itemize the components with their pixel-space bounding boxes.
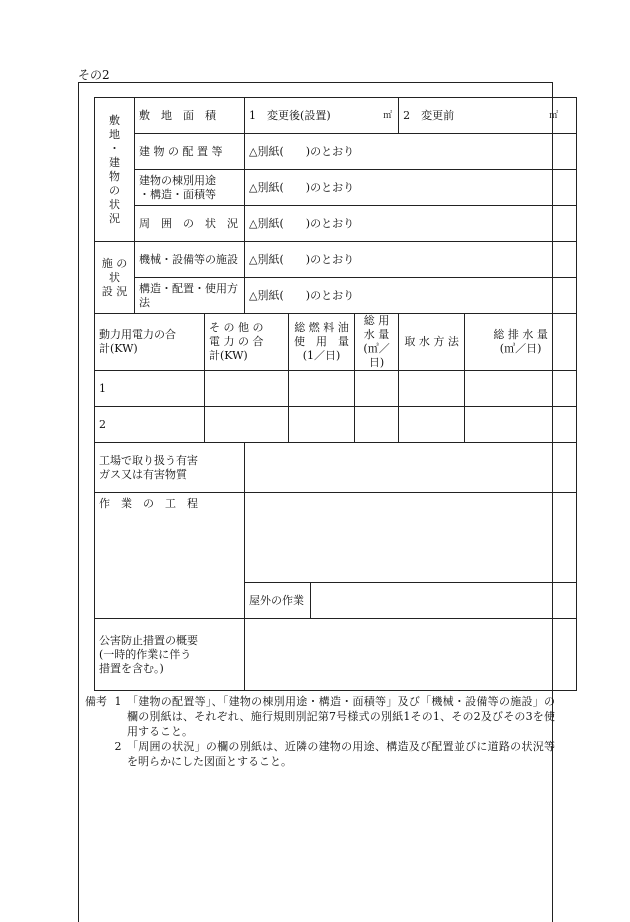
- power-header-motive: 動力用電力の合 計(KW): [95, 314, 205, 371]
- power-row-label: 1: [95, 371, 205, 407]
- power-header-fuel: 総 燃 料 油 使 用 量 (1／日): [289, 314, 355, 371]
- facility-group-label: 施 の 状 設 況: [95, 242, 135, 314]
- power-cell[interactable]: [205, 407, 289, 443]
- building-use-label: 建物の棟別用途 ・構造・面積等: [135, 170, 245, 206]
- site-area-before-cell[interactable]: 2 変更前 ㎡: [399, 98, 577, 134]
- power-row-label: 2: [95, 407, 205, 443]
- structure-usage-value[interactable]: △別紙( )のとおり: [245, 278, 577, 314]
- power-header-drain: 総 排 水 量 (㎥／日): [465, 314, 577, 371]
- work-process-value[interactable]: [245, 493, 577, 583]
- power-cell[interactable]: [355, 407, 399, 443]
- power-cell[interactable]: [399, 371, 465, 407]
- power-cell[interactable]: [289, 371, 355, 407]
- outdoor-work-label: 屋外の作業: [245, 583, 311, 619]
- power-header-water-use: 総 用 水 量 (㎥／日): [355, 314, 399, 371]
- surroundings-label: 周 囲 の 状 況: [135, 206, 245, 242]
- power-cell[interactable]: [289, 407, 355, 443]
- outdoor-work-value[interactable]: [311, 583, 577, 619]
- power-cell[interactable]: [465, 407, 577, 443]
- structure-usage-label: 構造・配置・使用方法: [135, 278, 245, 314]
- site-group-label: 敷 地 ・ 建 物 の 状 況: [95, 98, 135, 242]
- pollution-value[interactable]: [245, 619, 577, 691]
- building-layout-label: 建 物 の 配 置 等: [135, 134, 245, 170]
- site-area-after-cell[interactable]: 1 変更後(設置) ㎡: [245, 98, 399, 134]
- work-process-label: 作 業 の 工 程: [95, 493, 245, 619]
- notes-title: 備考: [85, 695, 107, 708]
- building-layout-value[interactable]: △別紙( )のとおり: [245, 134, 577, 170]
- notes: [85, 694, 555, 769]
- power-cell[interactable]: [399, 407, 465, 443]
- building-use-value[interactable]: △別紙( )のとおり: [245, 170, 577, 206]
- note-item: 2 「周囲の状況」の欄の別紙は、近隣の建物の用途、構造及び配置並びに道路の状況等を明らかにした図面とすること。: [114, 740, 555, 768]
- hazard-value[interactable]: [245, 443, 577, 493]
- page-label: その2: [78, 68, 110, 82]
- power-header-intake: 取 水 方 法: [399, 314, 465, 371]
- pollution-label: 公害防止措置の概要 (一時的作業に伴う 措置を含む。): [95, 619, 245, 691]
- power-cell[interactable]: [355, 371, 399, 407]
- site-area-label: 敷 地 面 積: [135, 98, 245, 134]
- form-table: [94, 97, 577, 691]
- note-item: 備考 1 「建物の配置等」、「建物の棟別用途・構造・面積等」及び「機械・設備等の施設」の欄の別紙は、それぞれ、施行規則別記第7号様式の別紙1その1、その2及びその3を使用すること。: [85, 695, 555, 738]
- surroundings-value[interactable]: △別紙( )のとおり: [245, 206, 577, 242]
- machinery-value[interactable]: △別紙( )のとおり: [245, 242, 577, 278]
- machinery-label: 機械・設備等の施設: [135, 242, 245, 278]
- power-cell[interactable]: [205, 371, 289, 407]
- power-header-other: そ の 他 の 電 力 の 合 計(KW): [205, 314, 289, 371]
- hazard-label: 工場で取り扱う有害 ガス又は有害物質: [95, 443, 245, 493]
- power-cell[interactable]: [465, 371, 577, 407]
